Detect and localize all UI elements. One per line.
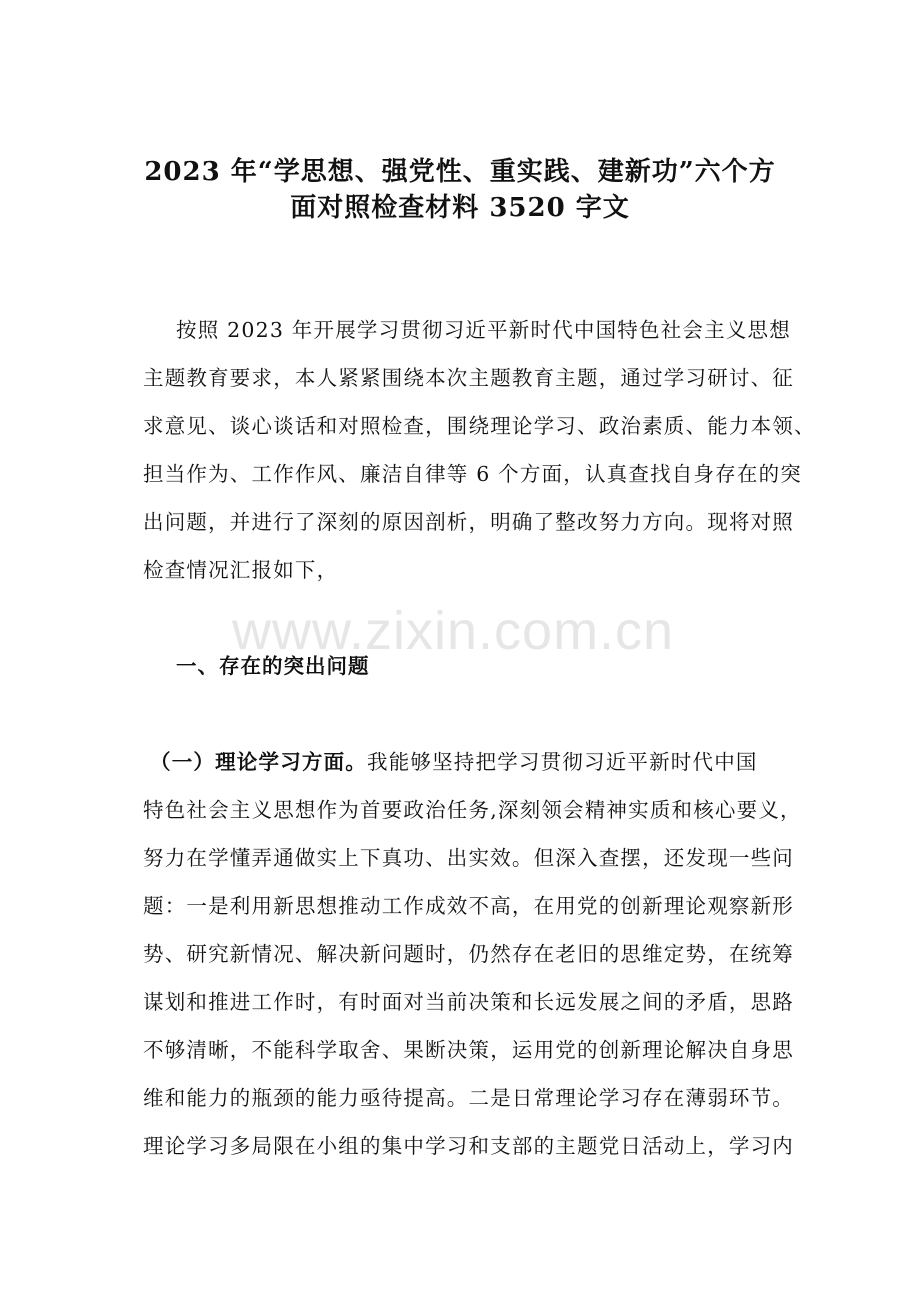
intro-line-2: 主题教育要求，本人紧紧围绕本次主题教育主题，通过学习研讨、征 (143, 366, 794, 390)
intro-line-1: 按照 2023 年开展学习贯彻习近平新时代中国特色社会主义思想 (176, 318, 791, 342)
sub1-heading: （一）理论学习方面。 (150, 750, 367, 774)
sub1-line-3: 努力在学懂弄通做实上下真功、出实效。但深入查摆，还发现一些问 (143, 846, 794, 870)
sub1-line-4: 题：一是利用新思想推动工作成效不高，在用党的创新理论观察新形 (143, 894, 794, 918)
sub1-line-6: 谋划和推进工作时，有时面对当前决策和长远发展之间的矛盾，思路 (143, 990, 794, 1014)
document-title-line-2: 面对照检查材料 3520 字文 (290, 193, 630, 223)
watermark: www.zixin.com.cn (232, 601, 675, 661)
intro-line-5: 出问题，并进行了深刻的原因剖析，明确了整改努力方向。现将对照 (143, 510, 794, 534)
sub1-line-8: 维和能力的瓶颈的能力亟待提高。二是日常理论学习存在薄弱环节。 (143, 1086, 794, 1110)
sub1-line-7: 不够清晰，不能科学取舍、果断决策，运用党的创新理论解决自身思 (143, 1038, 794, 1062)
sub1-line-5: 势、研究新情况、解决新问题时，仍然存在老旧的思维定势，在统筹 (143, 942, 794, 966)
sub1-line-2: 特色社会主义思想作为首要政治任务,深刻领会精神实质和核心要义， (143, 798, 802, 822)
document-title-line-1: 2023 年“学思想、强党性、重实践、建新功”六个方 (144, 157, 776, 187)
intro-line-3: 求意见、谈心谈话和对照检查，围绕理论学习、政治素质、能力本领、 (143, 414, 816, 438)
sub1-first-line (150, 747, 783, 777)
intro-line-6: 检查情况汇报如下， (143, 558, 339, 582)
intro-line-4: 担当作为、工作作风、廉洁自律等 6 个方面，认真查找自身存在的突 (143, 462, 802, 486)
sub1-line-9: 理论学习多局限在小组的集中学习和支部的主题党日活动上，学习内 (143, 1134, 794, 1158)
section-heading: 一、存在的突出问题 (176, 654, 370, 678)
sub1-first-line-text: 我能够坚持把学习贯彻习近平新时代中国 (367, 750, 758, 774)
